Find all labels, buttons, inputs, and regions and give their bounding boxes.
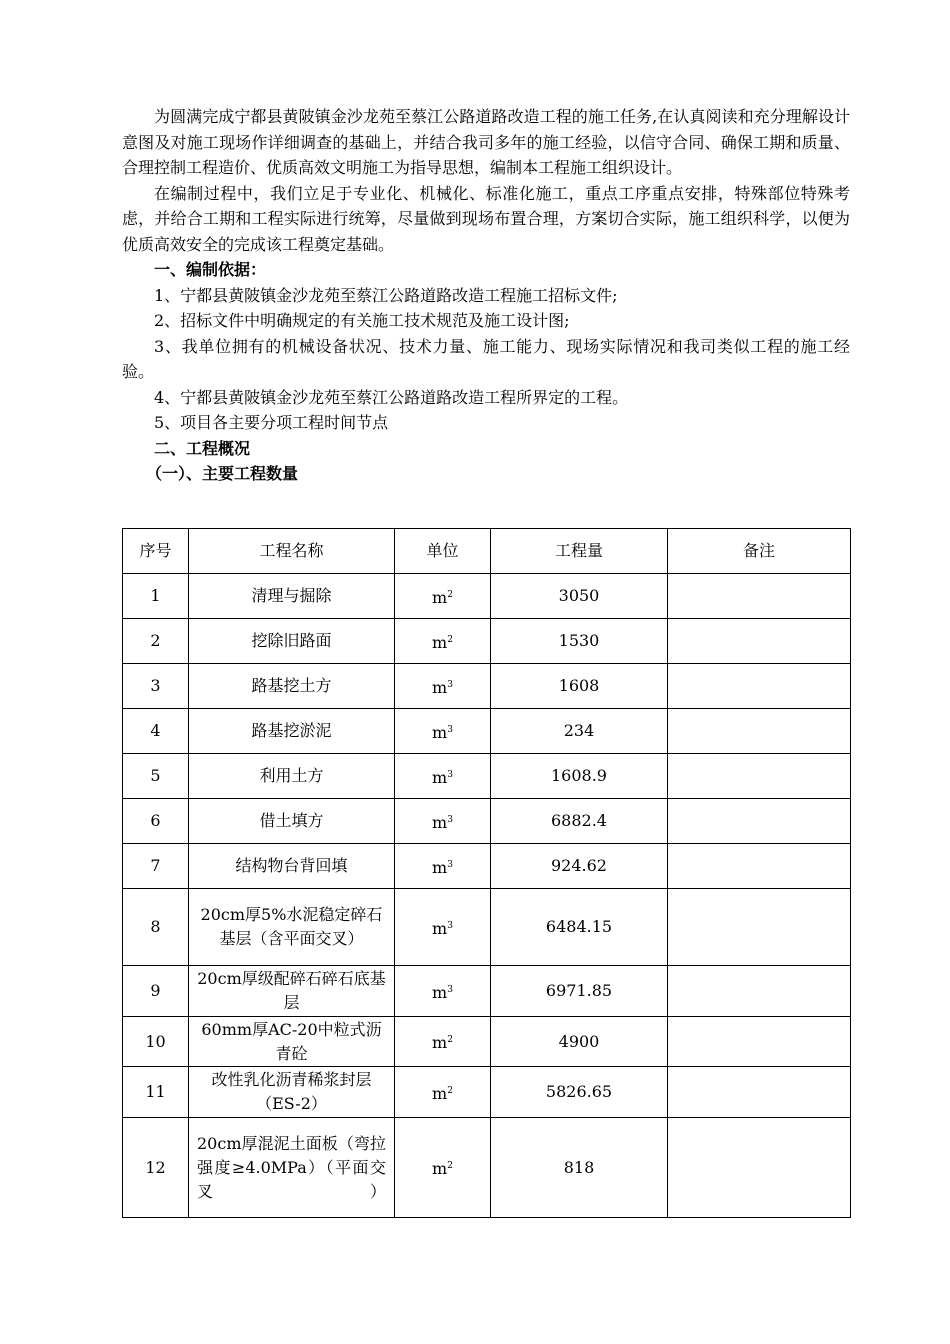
unit-text: m (432, 982, 448, 1002)
cell-name: 借土填方 (189, 799, 395, 844)
unit-text: m (432, 1083, 448, 1103)
cell-note (668, 664, 851, 709)
unit-text: m (432, 1033, 448, 1052)
unit-exponent: 3 (447, 724, 453, 735)
subsection-heading-quantities: （一）、主要工程数量 (146, 464, 299, 483)
cell-qty: 5826.65 (491, 1067, 668, 1118)
basis-item-4: 4、宁都县黄陂镇金沙龙苑至蔡江公路道路改造工程所界定的工程。 (154, 387, 629, 407)
cell-note (668, 1017, 851, 1067)
header-name: 工程名称 (189, 529, 395, 574)
cell-unit (395, 1067, 491, 1118)
section-heading-basis: 一、编制依据： (154, 260, 267, 279)
cell-no: 7 (123, 844, 189, 889)
cell-note (668, 799, 851, 844)
table-row (123, 574, 851, 619)
cell-name: 改性乳化沥青稀浆封层（ES-2） (189, 1067, 395, 1118)
cell-note (668, 619, 851, 664)
cell-name: 路基挖淤泥 (189, 709, 395, 754)
cell-no: 1 (123, 574, 189, 619)
table-row (123, 754, 851, 799)
unit-text: m (432, 857, 448, 877)
header-no: 序号 (123, 529, 189, 574)
table-header-row (123, 529, 851, 574)
unit-text: m (432, 677, 448, 697)
basis-item-2: 2、招标文件中明确规定的有关施工技术规范及施工设计图; (154, 311, 570, 330)
unit-exponent: 2 (447, 1085, 453, 1096)
cell-note (668, 844, 851, 889)
cell-qty: 6882.4 (491, 799, 668, 844)
cell-name: 20cm厚5%水泥稳定碎石基层（含平面交叉） (189, 889, 395, 966)
basis-item-5: 5、项目各主要分项工程时间节点 (154, 413, 389, 432)
cell-no: 8 (123, 889, 189, 966)
cell-qty: 3050 (491, 574, 668, 619)
unit-exponent: 3 (447, 679, 453, 690)
table-row (123, 1017, 851, 1067)
cell-name: 60mm厚AC-20中粒式沥青砼 (189, 1017, 395, 1067)
unit-text: m (432, 632, 448, 652)
cell-qty: 1608 (491, 664, 668, 709)
cell-unit (395, 966, 491, 1017)
cell-unit (395, 799, 491, 844)
unit-text: m (432, 722, 448, 742)
cell-unit (395, 1017, 491, 1067)
cell-unit (395, 619, 491, 664)
cell-qty: 818 (491, 1118, 668, 1218)
unit-text: m (432, 1159, 448, 1178)
cell-name: 挖除旧路面 (189, 619, 395, 664)
cell-unit (395, 664, 491, 709)
cell-note (668, 1067, 851, 1118)
cell-qty: 234 (491, 709, 668, 754)
table-row (123, 844, 851, 889)
cell-note (668, 1118, 851, 1218)
cell-name: 清理与掘除 (189, 574, 395, 619)
table-row (123, 619, 851, 664)
cell-unit (395, 1118, 491, 1218)
cell-name: 利用土方 (189, 754, 395, 799)
cell-name: 20cm厚混泥土面板（弯拉强度≥4.0MPa）（平面交叉） (189, 1118, 395, 1218)
unit-exponent: 3 (447, 920, 453, 931)
unit-exponent: 3 (447, 859, 453, 870)
cell-no: 4 (123, 709, 189, 754)
unit-exponent: 2 (447, 1161, 453, 1171)
intro-paragraph-1: 为圆满完成宁都县黄陂镇金沙龙苑至蔡江公路道路改造工程的施工任务,在认真阅读和充分理解设计意图及对施工现场作详细调查的基础上，并结合我司多年的施工经验，以信守合同、确保工期和质量、合理控制工程造价、优质高效文明施工为指导思想，编制本工程施工组织设计。 (122, 107, 850, 177)
cell-no: 12 (123, 1118, 189, 1218)
header-unit: 单位 (395, 529, 491, 574)
unit-exponent: 3 (447, 814, 453, 825)
unit-text: m (432, 767, 448, 787)
unit-exponent: 2 (447, 1035, 453, 1045)
quantities-table (122, 528, 851, 1218)
cell-qty: 924.62 (491, 844, 668, 889)
cell-qty: 6971.85 (491, 966, 668, 1017)
cell-no: 6 (123, 799, 189, 844)
cell-note (668, 966, 851, 1017)
cell-no: 3 (123, 664, 189, 709)
basis-item-1: 1、宁都县黄陂镇金沙龙苑至蔡江公路道路改造工程施工招标文件; (154, 285, 618, 305)
section-heading-overview: 二、工程概况 (154, 438, 251, 458)
cell-name: 路基挖土方 (189, 664, 395, 709)
cell-note (668, 889, 851, 966)
header-qty: 工程量 (491, 529, 668, 574)
basis-item-3: 3、我单位拥有的机械设备状况、技术力量、施工能力、现场实际情况和我司类似工程的施工经验。 (122, 336, 850, 381)
unit-exponent: 3 (447, 769, 453, 780)
cell-note (668, 574, 851, 619)
table-row (123, 1118, 851, 1218)
cell-no: 2 (123, 619, 189, 664)
cell-note (668, 754, 851, 799)
cell-unit (395, 754, 491, 799)
cell-unit (395, 844, 491, 889)
cell-name: 20cm厚级配碎石碎石底基层 (189, 966, 395, 1017)
cell-unit (395, 574, 491, 619)
cell-name: 结构物台背回填 (189, 844, 395, 889)
unit-exponent: 3 (447, 984, 453, 995)
unit-exponent: 2 (447, 589, 453, 600)
cell-no: 11 (123, 1067, 189, 1118)
unit-text: m (432, 812, 448, 832)
cell-no: 9 (123, 966, 189, 1017)
table-row (123, 664, 851, 709)
header-note: 备注 (668, 529, 851, 574)
unit-text: m (432, 587, 448, 607)
body-text (122, 104, 850, 487)
table-row (123, 799, 851, 844)
cell-no: 5 (123, 754, 189, 799)
table-row (123, 709, 851, 754)
cell-qty: 6484.15 (491, 889, 668, 966)
cell-qty: 1608.9 (491, 754, 668, 799)
table-row (123, 889, 851, 966)
unit-text: m (432, 918, 448, 938)
cell-no: 10 (123, 1017, 189, 1067)
cell-qty: 4900 (491, 1017, 668, 1067)
unit-exponent: 2 (447, 634, 453, 645)
cell-qty: 1530 (491, 619, 668, 664)
cell-note (668, 709, 851, 754)
cell-unit (395, 889, 491, 966)
cell-unit (395, 709, 491, 754)
table-row (123, 966, 851, 1017)
intro-paragraph-2: 在编制过程中，我们立足于专业化、机械化、标准化施工，重点工序重点安排，特殊部位特殊考虑，并给合工期和工程实际进行统筹，尽量做到现场布置合理，方案切合实际，施工组织科学，以便为优质高效安全的完成该工程奠定基础。 (122, 183, 850, 254)
table-row (123, 1067, 851, 1118)
